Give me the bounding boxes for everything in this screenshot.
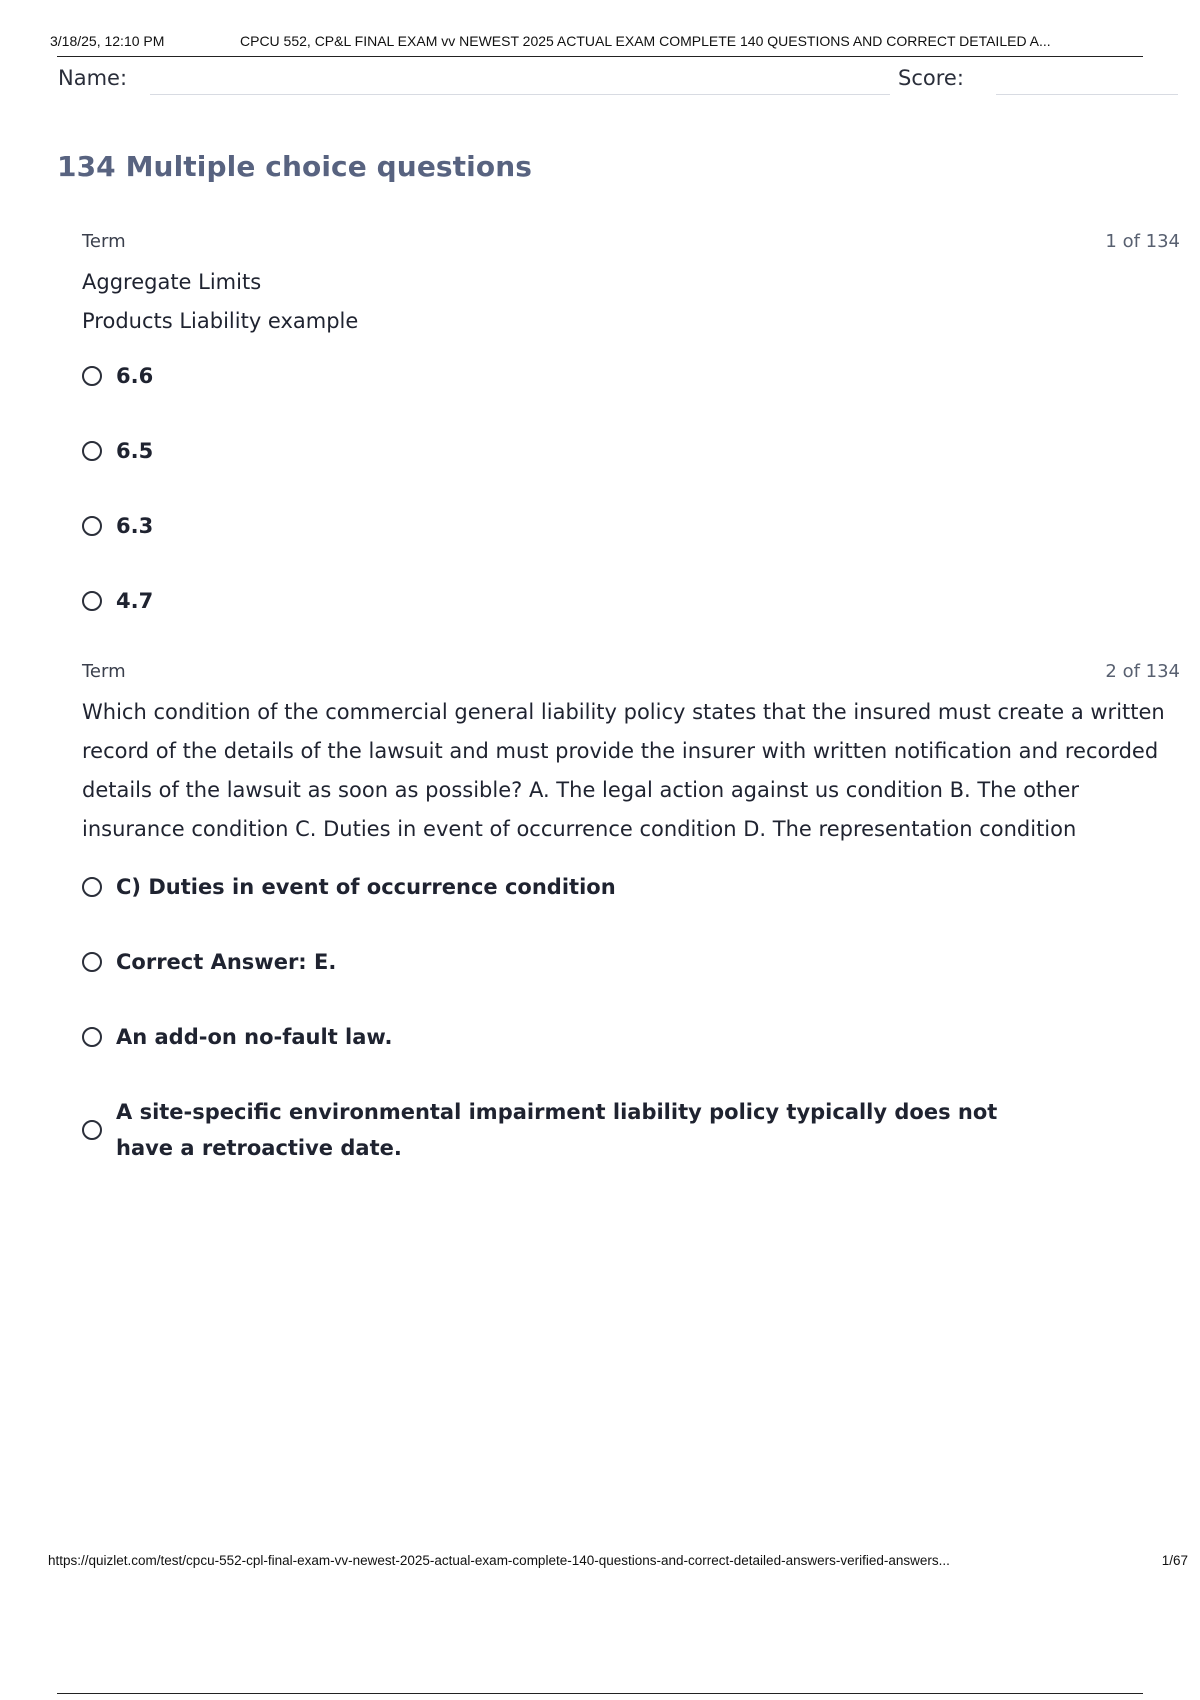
answer-option-label: Correct Answer: E. xyxy=(116,950,337,974)
answer-option-label: 6.3 xyxy=(116,514,154,538)
question-text-line: Products Liability example xyxy=(82,309,359,333)
question-text-line: Aggregate Limits xyxy=(82,270,262,294)
answer-option-label: C) Duties in event of occurrence condition xyxy=(116,875,616,899)
answer-option-label: An add-on no-fault law. xyxy=(116,1025,393,1049)
answer-options xyxy=(82,358,1182,619)
radio-button[interactable] xyxy=(82,877,102,897)
question-header xyxy=(82,661,1182,685)
question-card xyxy=(82,661,1182,1205)
header-divider xyxy=(57,56,1143,57)
question-header xyxy=(82,231,1182,255)
radio-button[interactable] xyxy=(82,1120,102,1140)
answer-option[interactable] xyxy=(82,1019,1182,1055)
radio-button[interactable] xyxy=(82,366,102,386)
radio-button[interactable] xyxy=(82,516,102,536)
answer-option[interactable] xyxy=(82,358,1182,394)
radio-button[interactable] xyxy=(82,1027,102,1047)
name-field[interactable] xyxy=(150,94,890,95)
print-document-title: CPCU 552, CP&L FINAL EXAM vv NEWEST 2025 ACTUAL EXAM COMPLETE 140 QUESTIONS AND CORRECT DETAILED A... xyxy=(240,33,1051,49)
question-counter: 1 of 134 xyxy=(1105,231,1180,252)
answer-option[interactable] xyxy=(82,508,1182,544)
print-header xyxy=(50,30,1180,52)
source-url: https://quizlet.com/test/cpcu-552-cpl-final-exam-vv-newest-2025-actual-exam-complete-140-questions-and-correct-detailed-answers-verified-answers... xyxy=(48,1553,950,1568)
section-heading: 134 Multiple choice questions xyxy=(57,150,533,183)
question-card xyxy=(82,231,1182,658)
answer-option[interactable] xyxy=(82,944,1182,980)
radio-button[interactable] xyxy=(82,591,102,611)
score-label: Score: xyxy=(898,66,964,90)
answer-option[interactable] xyxy=(82,869,1182,905)
question-text xyxy=(82,263,1182,341)
question-type-label: Term xyxy=(82,231,126,252)
radio-button[interactable] xyxy=(82,952,102,972)
question-counter: 2 of 134 xyxy=(1105,661,1180,682)
answer-option-label: 4.7 xyxy=(116,589,154,613)
score-field[interactable] xyxy=(996,94,1178,95)
name-label: Name: xyxy=(58,66,128,90)
footer-divider xyxy=(57,1693,1143,1694)
question-type-label: Term xyxy=(82,661,126,682)
answer-options xyxy=(82,869,1182,1166)
radio-button[interactable] xyxy=(82,441,102,461)
answer-option[interactable] xyxy=(82,1094,1042,1166)
print-datetime: 3/18/25, 12:10 PM xyxy=(50,33,165,49)
answer-option-label: A site-specific environmental impairment liability policy typically does not have a retroactive date. xyxy=(116,1100,998,1160)
name-score-row xyxy=(58,64,1178,98)
print-footer xyxy=(48,1553,1188,1573)
question-text: Which condition of the commercial general liability policy states that the insured must create a written record of the details of the lawsuit and must provide the insurer with written notification and recorded details of the lawsuit as soon as possible? A. The legal action against us condition B. The other insurance condition C. Duties in event of occurrence condition D. The representation condition xyxy=(82,700,1165,841)
answer-option-label: 6.6 xyxy=(116,364,154,388)
page-number: 1/67 xyxy=(1161,1553,1188,1568)
answer-option-label: 6.5 xyxy=(116,439,154,463)
answer-option[interactable] xyxy=(82,583,1182,619)
answer-option[interactable] xyxy=(82,433,1182,469)
